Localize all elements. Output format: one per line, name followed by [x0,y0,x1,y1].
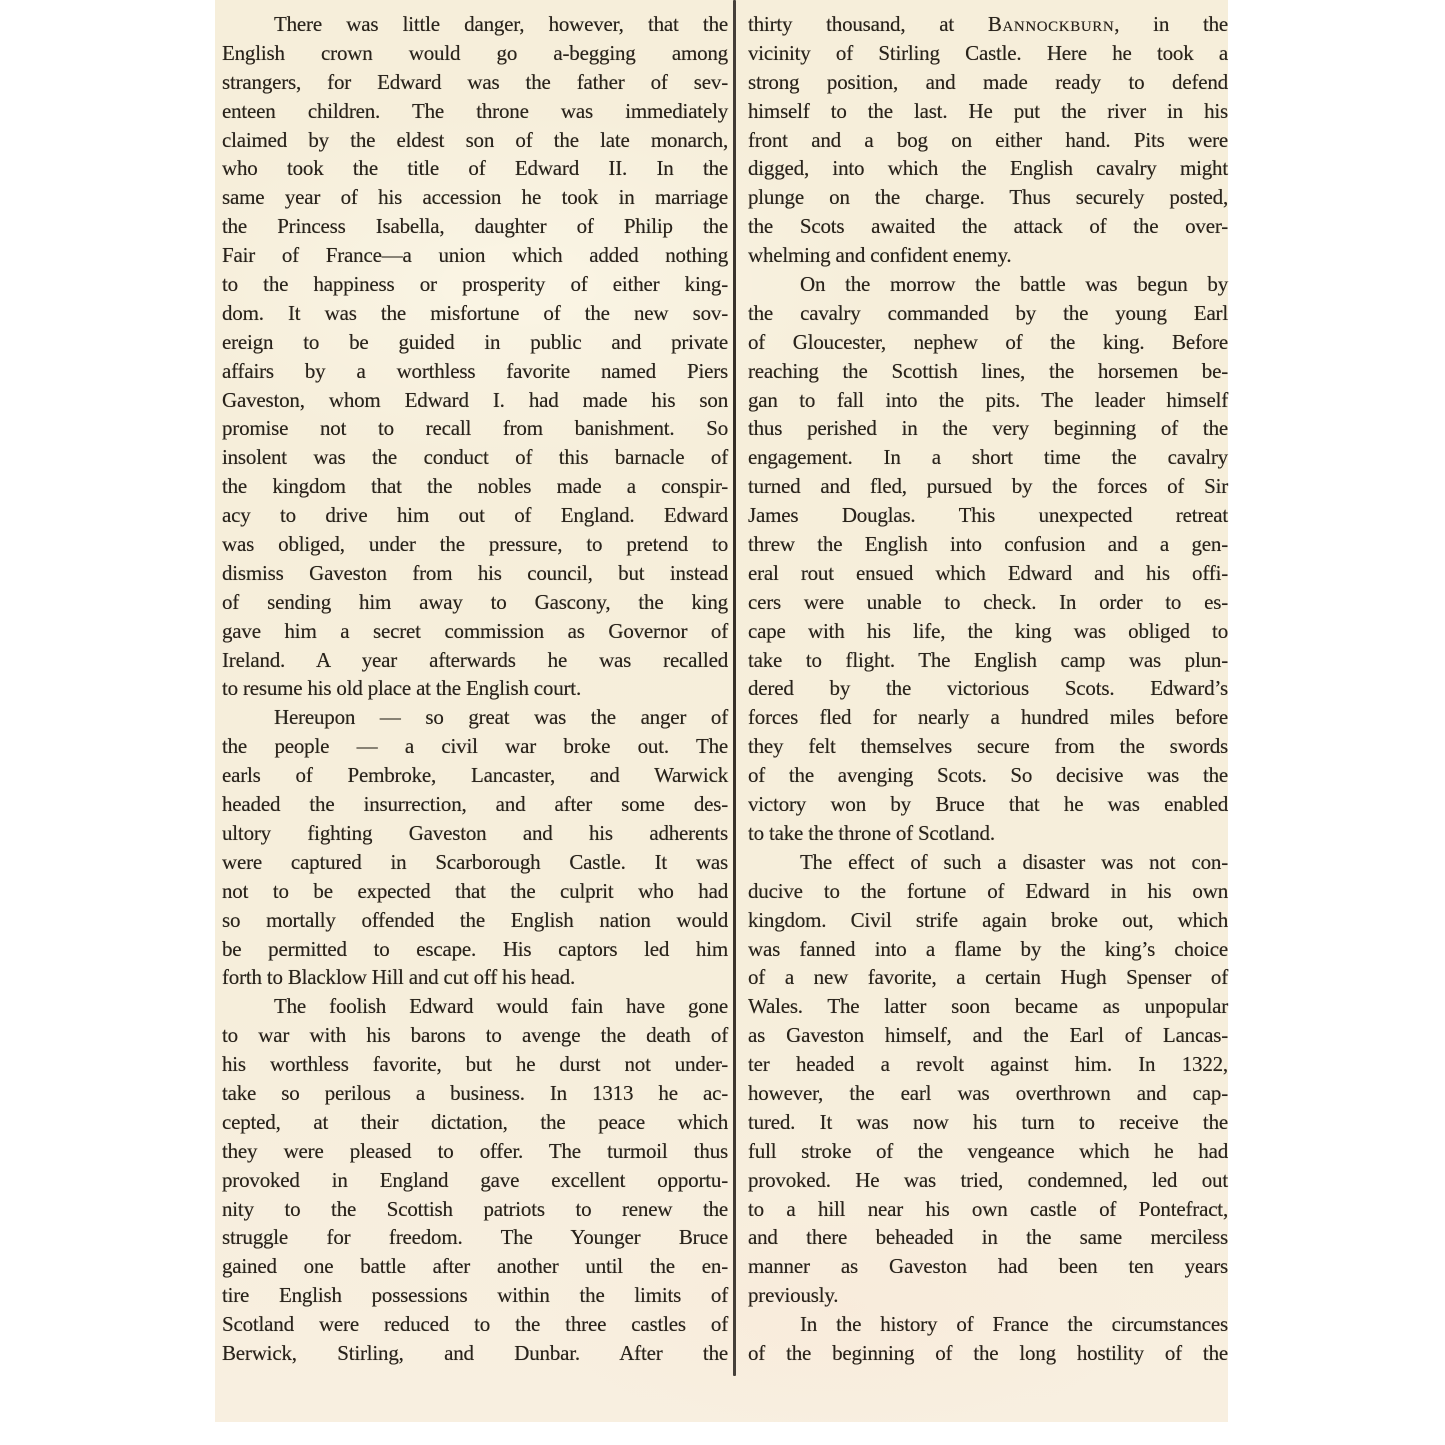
text-line: turned and fled, pursued by the forces of Sir [748,474,1228,499]
column-divider-rule [733,0,736,1376]
text-line: James Douglas. This unexpected retreat [748,503,1228,528]
text-line: forth to Blacklow Hill and cut off his head. [222,965,575,990]
text-line: were captured in Scarborough Castle. It was [222,849,728,874]
text-line: of a new favorite, a certain Hugh Spenser of [748,965,1228,990]
text-line: In the history of France the circumstances [800,1312,1228,1337]
text-line: gave him a secret commission as Governor of [222,618,728,643]
text-line: There was little danger, however, that the [274,12,728,36]
text-line: English crown would go a-begging among [222,40,728,65]
text-column-right [748,10,1228,1368]
text-line: of the avenging Scots. So decisive was the [748,763,1228,788]
text-line: affairs by a worthless favorite named Piers [222,358,728,383]
text-line: to resume his old place at the English court. [222,676,581,701]
text-line: his worthless favorite, but he durst not under- [222,1052,728,1077]
text-line: who took the title of Edward II. In the [222,156,728,181]
text-line: same year of his accession he took in marriage [222,185,728,210]
text-line: cers were unable to check. In order to es- [748,589,1228,614]
text-line: The foolish Edward would fain have gone [274,994,728,1019]
text-line: to take the throne of Scotland. [748,820,995,845]
text-line: of Gloucester, nephew of the king. Before [748,329,1228,354]
text-line: so mortally offended the English nation would [222,907,728,932]
text-line: insolent was the conduct of this barnacle of [222,445,728,470]
text-line: himself to the last. He put the river in his [748,98,1228,123]
text-line: was obliged, under the pressure, to pretend to [222,532,728,557]
text-line: Fair of France—a union which added nothing [222,243,728,268]
text-line: they felt themselves secure from the swords [748,734,1228,759]
text-line: be permitted to escape. His captors led him [222,936,728,961]
smallcaps-word: Bannockburn [987,12,1115,36]
text-line: Berwick, Stirling, and Dunbar. After the [222,1340,728,1365]
text-line: however, the earl was overthrown and cap- [748,1080,1228,1105]
text-line: The effect of such a disaster was not con- [800,849,1228,874]
text-line: Gaveston, whom Edward I. had made his son [222,387,728,412]
text-line: On the morrow the battle was begun by [800,272,1228,297]
text-line: reaching the Scottish lines, the horsemen be- [748,358,1228,383]
text-line: was fanned into a flame by the king’s choice [748,936,1228,961]
text-line: dered by the victorious Scots. Edward’s [748,676,1228,701]
text-line: promise not to recall from banishment. So [222,416,728,441]
text-line: thirty thousand, at Bannockburn, in the [748,12,1229,36]
text-line: ereign to be guided in public and private [222,329,728,354]
text-line: struggle for freedom. The Younger Bruce [222,1225,728,1250]
text-line: strong position, and made ready to defend [748,69,1228,94]
text-line: not to be expected that the culprit who had [222,878,728,903]
text-line: front and a bog on either hand. Pits were [748,127,1228,152]
text-line: acy to drive him out of England. Edward [222,503,728,528]
text-line: eral rout ensued which Edward and his offi- [748,560,1228,585]
text-line: previously. [748,1283,839,1308]
text-line: the Scots awaited the attack of the over- [748,214,1228,239]
text-line: take so perilous a business. In 1313 he ac- [222,1080,728,1105]
text-line: full stroke of the vengeance which he had [748,1138,1228,1163]
text-line: engagement. In a short time the cavalry [748,445,1228,470]
text-line: the Princess Isabella, daughter of Philip the [222,214,728,239]
text-line: Scotland were reduced to the three castles of [222,1312,728,1337]
text-line: forces fled for nearly a hundred miles before [748,705,1228,730]
text-line: victory won by Bruce that he was enabled [748,792,1228,817]
text-line: plunge on the charge. Thus securely posted, [748,185,1228,210]
text-line: to war with his barons to avenge the death of [222,1023,728,1048]
text-line: the people — a civil war broke out. The [222,734,728,759]
text-line: of the beginning of the long hostility of the [748,1340,1228,1365]
text-line: Wales. The latter soon became as unpopular [748,994,1228,1019]
text-line: enteen children. The throne was immediately [222,98,728,123]
text-line: threw the English into confusion and a gen- [748,532,1228,557]
text-line: tire English possessions within the limits of [222,1283,728,1308]
text-line: take to flight. The English camp was plun- [748,647,1228,672]
text-line: as Gaveston himself, and the Earl of Lancas- [748,1023,1228,1048]
text-line: thus perished in the very beginning of the [748,416,1228,441]
text-line: cepted, at their dictation, the peace which [222,1109,728,1134]
text-line: ducive to the fortune of Edward in his own [748,878,1228,903]
book-page-paper [215,0,1228,1422]
text-line: nity to the Scottish patriots to renew the [222,1196,728,1221]
text-line: provoked in England gave excellent opportu- [222,1167,728,1192]
text-line: dismiss Gaveston from his council, but instead [222,560,728,585]
text-line: strangers, for Edward was the father of sev- [222,69,728,94]
text-line: ultory fighting Gaveston and his adherents [222,820,728,845]
text-line: of sending him away to Gascony, the king [222,589,728,614]
text-line: provoked. He was tried, condemned, led out [748,1167,1228,1192]
text-line: dom. It was the misfortune of the new sov- [222,300,728,325]
text-line: tured. It was now his turn to receive the [748,1109,1228,1134]
text-line: to the happiness or prosperity of either king- [222,272,728,297]
text-line: and there beheaded in the same merciless [748,1225,1228,1250]
text-column-left [222,10,728,1368]
text-line: Ireland. A year afterwards he was recalled [222,647,728,672]
text-line: headed the insurrection, and after some des- [222,792,728,817]
text-line: kingdom. Civil strife again broke out, which [748,907,1228,932]
text-line: cape with his life, the king was obliged to [748,618,1228,643]
text-line: ter headed a revolt against him. In 1322, [748,1052,1228,1077]
text-line: the kingdom that the nobles made a conspir- [222,474,728,499]
text-line: vicinity of Stirling Castle. Here he took a [748,40,1228,65]
text-line: Hereupon — so great was the anger of [274,705,728,730]
text-line: digged, into which the English cavalry might [748,156,1228,181]
text-line: gan to fall into the pits. The leader himself [748,387,1228,412]
text-line: they were pleased to offer. The turmoil thus [222,1138,728,1163]
text-line: gained one battle after another until the en- [222,1254,728,1279]
text-line: manner as Gaveston had been ten years [748,1254,1228,1279]
text-line: whelming and confident enemy. [748,243,1012,268]
text-line: claimed by the eldest son of the late monarch, [222,127,728,152]
text-line: the cavalry commanded by the young Earl [748,300,1228,325]
text-line: to a hill near his own castle of Pontefract, [748,1196,1228,1221]
text-line: earls of Pembroke, Lancaster, and Warwick [222,763,728,788]
